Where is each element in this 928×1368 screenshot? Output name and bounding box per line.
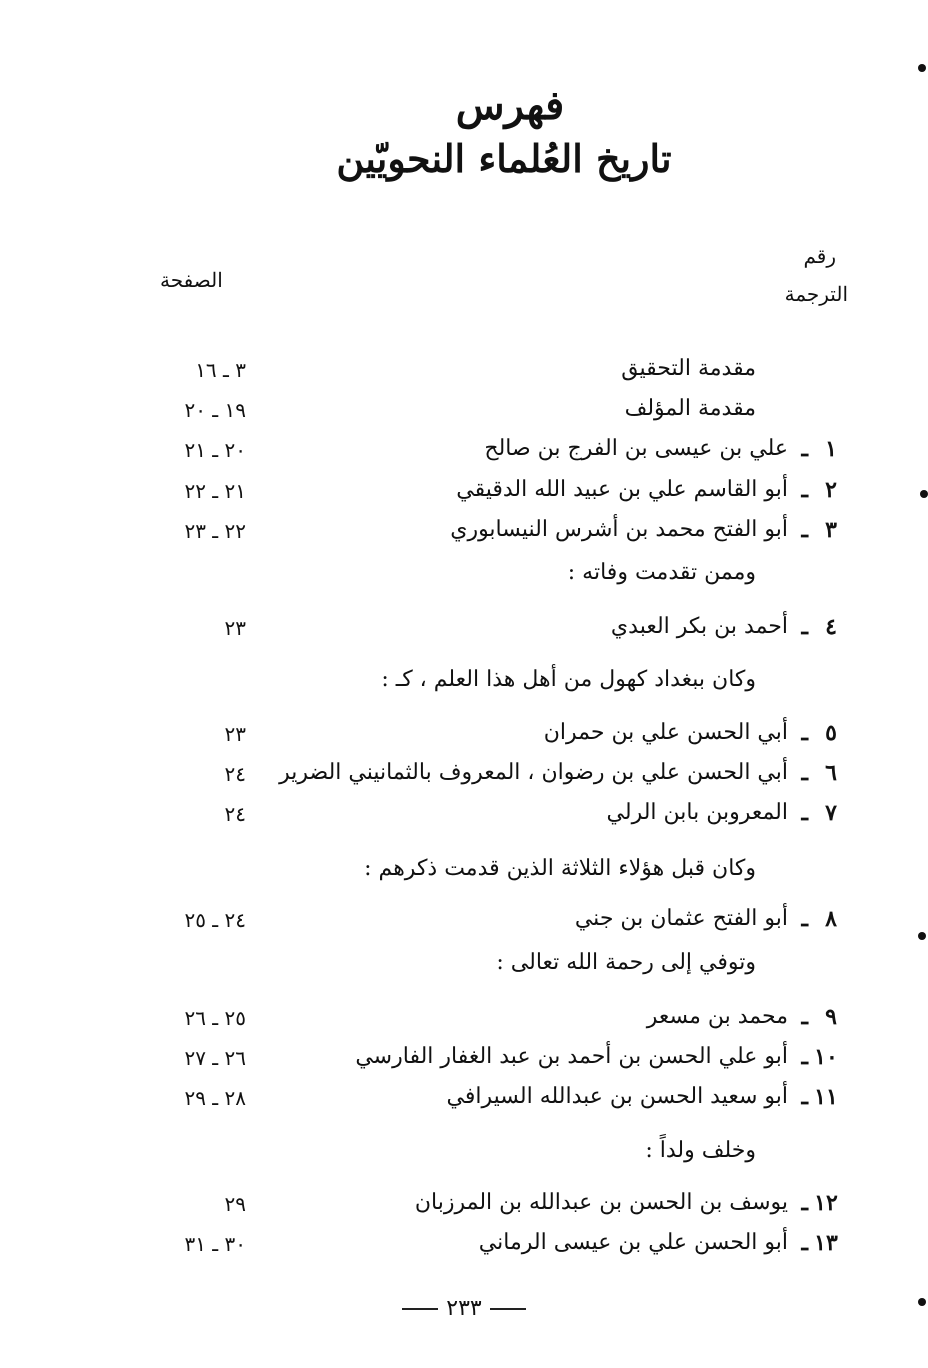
entry-dash: ـ xyxy=(801,800,808,826)
page-range: ٣ ـ ١٦ xyxy=(195,358,246,382)
section-note: وممن تقدمت وفاته : xyxy=(567,560,756,585)
entry-name: محمد بن مسعر xyxy=(646,1004,788,1029)
index-row xyxy=(0,760,928,796)
section-note: وتوفي إلى رحمة الله تعالى : xyxy=(496,950,756,975)
entry-dash: ـ xyxy=(801,1084,808,1110)
page-range: ٢٦ ـ ٢٧ xyxy=(184,1046,246,1070)
footer-rule xyxy=(402,1308,438,1310)
entry-number-column-header-line2: الترجمة xyxy=(784,282,848,306)
book-title: تاريخ العُلماء النحويّين xyxy=(336,136,672,181)
page-number: ٢٣٣ xyxy=(446,1296,482,1321)
entry-number: ٦ xyxy=(825,760,837,786)
index-row xyxy=(0,906,928,942)
index-row xyxy=(0,1190,928,1226)
entry-name: أبو سعيد الحسن بن عبدالله السيرافي xyxy=(446,1084,788,1109)
section-note: وكان ببغداد كهول من أهل هذا العلم ، كـ : xyxy=(381,667,756,692)
page-range: ٢٩ xyxy=(224,1192,246,1216)
entry-number-column-header: رقم xyxy=(803,244,836,268)
page-range: ٢٨ ـ ٢٩ xyxy=(184,1086,246,1110)
entry-dash: ـ xyxy=(801,1004,808,1030)
index-row xyxy=(0,477,928,513)
page-range: ٢٤ xyxy=(224,762,246,786)
page-range: ٣٠ ـ ٣١ xyxy=(184,1232,246,1256)
entry-dash: ـ xyxy=(801,614,808,640)
margin-mark xyxy=(918,64,926,72)
entry-number: ٨ xyxy=(825,906,837,932)
page-range: ٢٥ ـ ٢٦ xyxy=(184,1006,246,1030)
entry-dash: ـ xyxy=(801,760,808,786)
page-range: ٢٢ ـ ٢٣ xyxy=(184,519,246,543)
entry-number: ١١ xyxy=(814,1084,838,1110)
index-row xyxy=(0,396,928,432)
index-title: فهرس xyxy=(455,82,565,129)
page-range: ٢٣ xyxy=(224,616,246,640)
index-row xyxy=(0,1004,928,1040)
entry-name: أبو علي الحسن بن أحمد بن عبد الغفار الفارسي xyxy=(355,1044,788,1069)
index-row xyxy=(0,720,928,756)
entry-name: المعروبن بابن الرلي xyxy=(606,800,788,825)
entry-name: مقدمة المؤلف xyxy=(624,396,756,421)
section-note: وكان قبل هؤلاء الثلاثة الذين قدمت ذكرهم : xyxy=(364,856,756,881)
entry-name: أبو القاسم علي بن عبيد الله الدقيقي xyxy=(456,477,788,502)
entry-number: ٥ xyxy=(825,720,837,746)
page-range: ٢٤ ـ ٢٥ xyxy=(184,908,246,932)
page-range: ٢٤ xyxy=(224,802,246,826)
entry-number: ٢ xyxy=(825,477,837,503)
index-row xyxy=(0,1230,928,1266)
footer-rule xyxy=(490,1308,526,1310)
page-column-header: الصفحة xyxy=(160,268,223,292)
entry-name: أبو الفتح محمد بن أشرس النيسابوري xyxy=(450,517,788,542)
index-row xyxy=(0,614,928,650)
entry-name: يوسف بن الحسن بن عبدالله بن المرزبان xyxy=(414,1190,788,1215)
entry-dash: ـ xyxy=(801,1044,808,1070)
entry-number: ٩ xyxy=(825,1004,837,1030)
page-range: ٢٣ xyxy=(224,722,246,746)
entry-number: ١٢ xyxy=(814,1190,838,1216)
page-range: ١٩ ـ ٢٠ xyxy=(184,398,246,422)
entry-number: ١ xyxy=(825,436,837,462)
index-row xyxy=(0,1084,928,1120)
entry-name: علي بن عيسى بن الفرج بن صالح xyxy=(484,436,788,461)
entry-name: أبي الحسن علي بن رضوان ، المعروف بالثمانيني الضرير xyxy=(279,760,788,785)
entry-dash: ـ xyxy=(801,720,808,746)
entry-dash: ـ xyxy=(801,1190,808,1216)
margin-mark xyxy=(918,932,926,940)
entry-dash: ـ xyxy=(801,436,808,462)
entry-name: مقدمة التحقيق xyxy=(621,356,756,381)
margin-mark xyxy=(920,490,928,498)
page-range: ٢٠ ـ ٢١ xyxy=(184,438,246,462)
entry-name: أحمد بن بكر العبدي xyxy=(610,614,788,639)
page-footer xyxy=(0,1296,928,1321)
entry-name: أبو الفتح عثمان بن جني xyxy=(574,906,788,931)
entry-dash: ـ xyxy=(801,477,808,503)
index-row xyxy=(0,800,928,836)
section-note: وخلف ولداً : xyxy=(645,1138,756,1163)
entry-dash: ـ xyxy=(801,1230,808,1256)
entry-number: ١٣ xyxy=(814,1230,838,1256)
entry-number: ١٠ xyxy=(814,1044,838,1070)
index-row xyxy=(0,517,928,553)
page-range: ٢١ ـ ٢٢ xyxy=(184,479,246,503)
entry-name: أبي الحسن علي بن حمران xyxy=(543,720,788,745)
entry-dash: ـ xyxy=(801,906,808,932)
entry-dash: ـ xyxy=(801,517,808,543)
entry-number: ٧ xyxy=(825,800,837,826)
index-row xyxy=(0,1044,928,1080)
entry-number: ٤ xyxy=(825,614,837,640)
entry-number: ٣ xyxy=(825,517,837,543)
margin-mark xyxy=(918,1298,926,1306)
entry-name: أبو الحسن علي بن عيسى الرماني xyxy=(478,1230,788,1255)
index-row xyxy=(0,436,928,472)
index-row xyxy=(0,356,928,392)
